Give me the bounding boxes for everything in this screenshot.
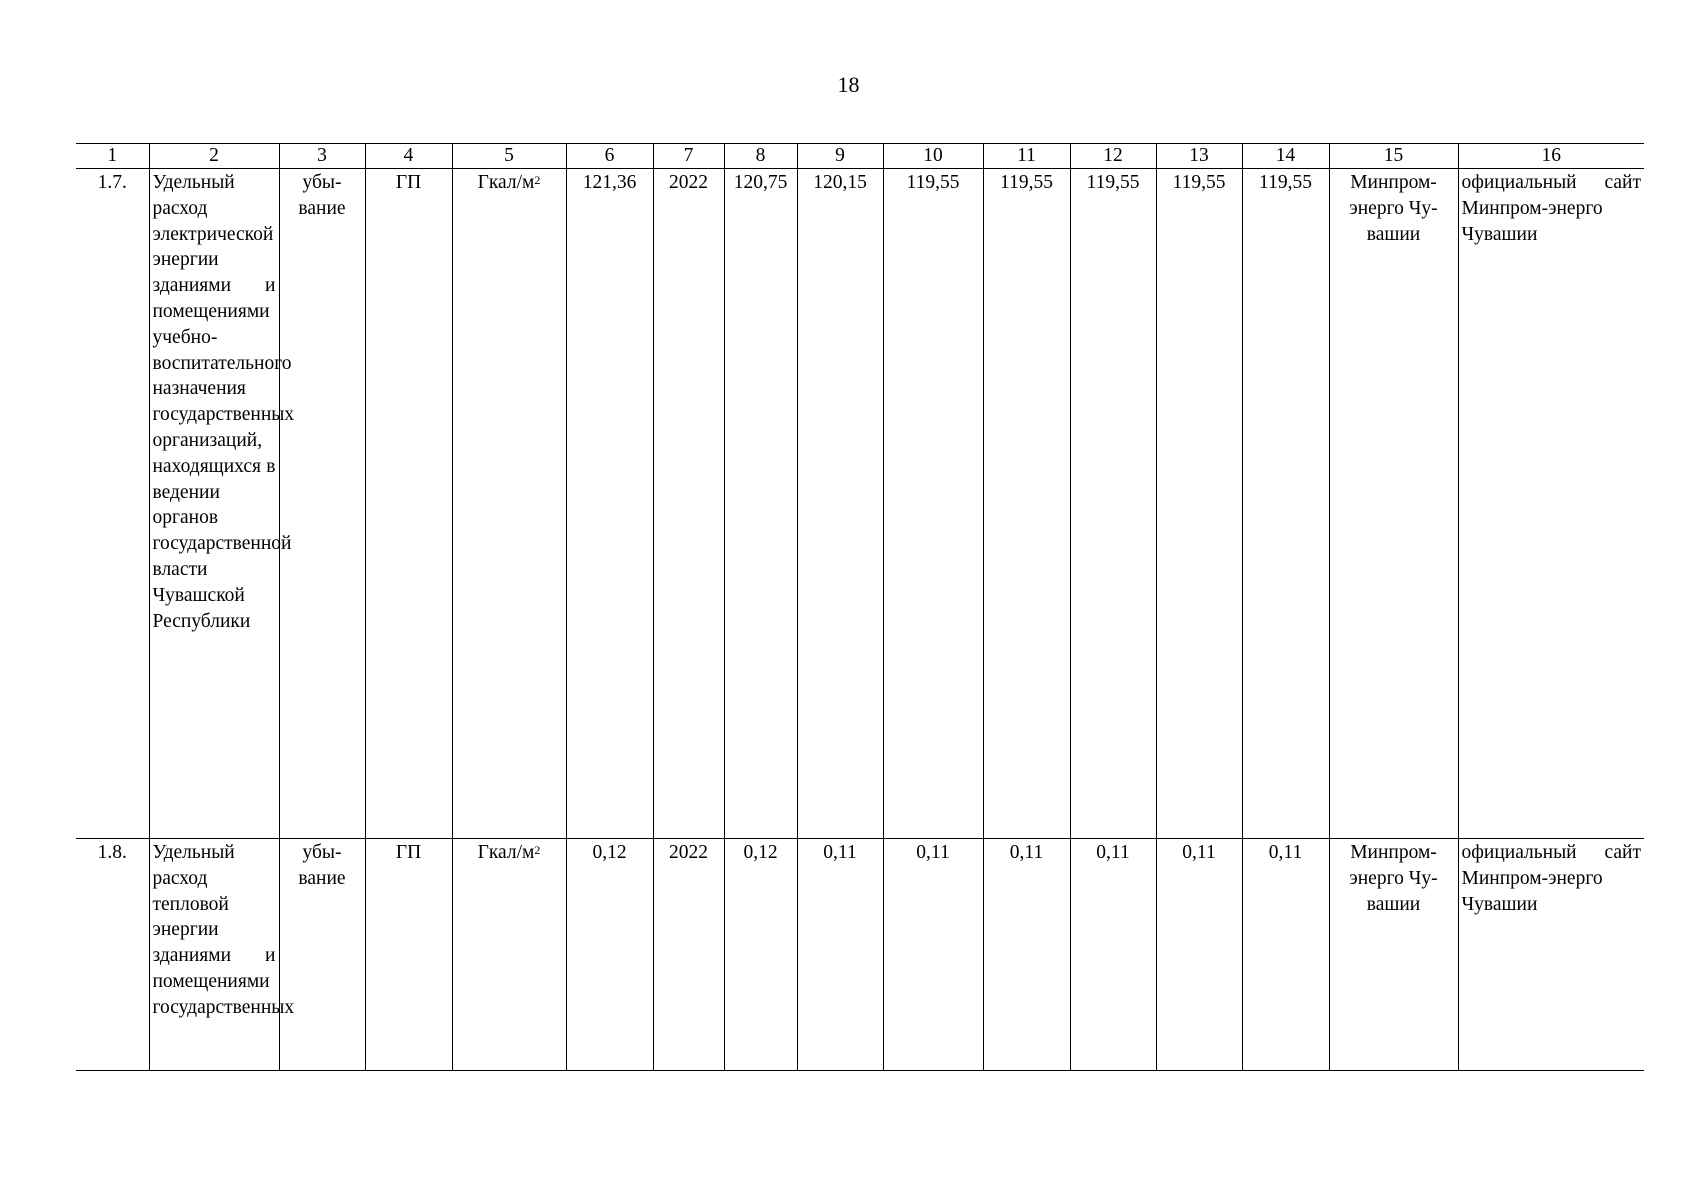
table-row — [76, 169, 1644, 839]
page-number: 18 — [837, 72, 860, 97]
column-number: 7 — [653, 144, 724, 169]
column-number: 1 — [76, 144, 149, 169]
base-year-cell: 2022 — [653, 839, 724, 1071]
unit-cell — [452, 169, 566, 839]
column-number: 12 — [1070, 144, 1156, 169]
value-cell: 0,11 — [1242, 839, 1329, 1071]
trend-cell: убы-вание — [279, 839, 365, 1071]
column-number: 16 — [1458, 144, 1644, 169]
responsible-cell: Минпром-энерго Чу-вашии — [1329, 169, 1458, 839]
column-number: 6 — [566, 144, 653, 169]
value-cell: 119,55 — [1242, 169, 1329, 839]
trend-cell: убы-вание — [279, 169, 365, 839]
indicator-type-cell: ГП — [365, 169, 452, 839]
indicator-name: Удельный расход электрической энергии зданиями и помещениями учебно-воспитательного назначения государственных организаций, находящихся в ведении органов государственной власти Чувашской Республики — [149, 169, 279, 839]
unit-base: Гкал/м — [477, 842, 535, 863]
column-number: 11 — [983, 144, 1070, 169]
value-cell: 120,15 — [797, 169, 883, 839]
column-number: 13 — [1156, 144, 1242, 169]
value-cell: 0,11 — [797, 839, 883, 1071]
source-cell: официальный сайт Минпром-энерго Чувашии — [1458, 169, 1644, 839]
column-number: 10 — [883, 144, 983, 169]
value-cell: 0,11 — [1070, 839, 1156, 1071]
column-number: 14 — [1242, 144, 1329, 169]
column-number: 15 — [1329, 144, 1458, 169]
value-cell: 119,55 — [1070, 169, 1156, 839]
value-cell: 0,12 — [724, 839, 797, 1071]
column-number: 8 — [724, 144, 797, 169]
column-number: 2 — [149, 144, 279, 169]
unit-base: Гкал/м — [477, 172, 535, 193]
indicator-name: Удельный расход тепловой энергии зданиями и помещениями государственных — [149, 839, 279, 1071]
column-number: 3 — [279, 144, 365, 169]
row-number: 1.7. — [76, 169, 149, 839]
value-cell: 0,11 — [983, 839, 1070, 1071]
unit-exponent: 2 — [534, 843, 541, 857]
indicators-table — [76, 143, 1644, 1071]
base-value-cell: 121,36 — [566, 169, 653, 839]
column-number-row — [76, 144, 1644, 169]
indicator-type-cell: ГП — [365, 839, 452, 1071]
value-cell: 0,11 — [883, 839, 983, 1071]
table-row — [76, 839, 1644, 1071]
base-value-cell: 0,12 — [566, 839, 653, 1071]
value-cell: 119,55 — [983, 169, 1070, 839]
column-number: 5 — [452, 144, 566, 169]
value-cell: 0,11 — [1156, 839, 1242, 1071]
unit-cell — [452, 839, 566, 1071]
column-number: 9 — [797, 144, 883, 169]
value-cell: 120,75 — [724, 169, 797, 839]
responsible-cell: Минпром-энерго Чу-вашии — [1329, 839, 1458, 1071]
unit-exponent: 2 — [534, 173, 541, 187]
base-year-cell: 2022 — [653, 169, 724, 839]
column-number: 4 — [365, 144, 452, 169]
value-cell: 119,55 — [1156, 169, 1242, 839]
row-number: 1.8. — [76, 839, 149, 1071]
value-cell: 119,55 — [883, 169, 983, 839]
source-cell: официальный сайт Минпром-энерго Чувашии — [1458, 839, 1644, 1071]
